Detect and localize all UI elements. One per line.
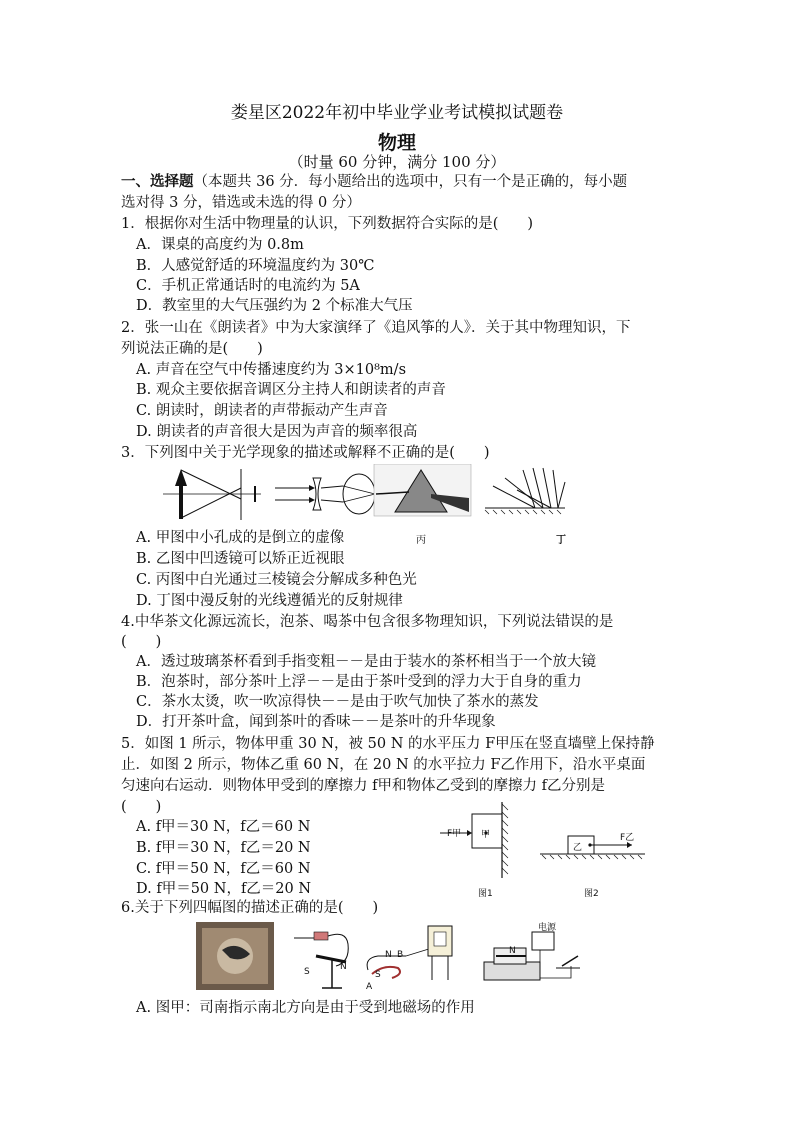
q5-option-c: C. f甲＝50 N，f乙＝60 N [136, 861, 311, 877]
q1-option-c: C．手机正常通话时的电流约为 5A [136, 278, 360, 294]
q6-option-a: A. 图甲：司南指示南北方向是由于受到地磁场的作用 [136, 1000, 475, 1016]
q5-option-d: D. f甲＝50 N，f乙＝20 N [136, 881, 312, 897]
section-heading: 一、选择题 [121, 173, 194, 190]
q3-option-b: B. 乙图中凹透镜可以矫正近视眼 [136, 551, 345, 567]
q6-label-n1: N [340, 962, 347, 972]
exam-title: 娄星区2022年初中毕业学业考试模拟试题卷 [230, 103, 564, 123]
time-score: （时量 60 分钟，满分 100 分） [288, 153, 506, 171]
figure-pinhole-icon [163, 469, 261, 520]
section-intro-line2: 选对得 3 分，错选或未选的得 0 分） [121, 195, 361, 211]
q3-fig-label-d: 丁 [556, 535, 566, 546]
q5-fig2-force-label: F乙 [620, 833, 635, 843]
q6-label-s1: S [304, 967, 310, 977]
figure-diffuse-reflection-icon [485, 468, 565, 514]
q5-option-a: A. f甲＝30 N，f乙＝60 N [136, 819, 311, 835]
q4-option-a: A．透过玻璃茶杯看到手指变粗－－是由于装水的茶杯相当于一个放大镜 [136, 654, 596, 670]
subject-title: 物理 [377, 132, 416, 154]
q5-fig2-block-label: 乙 [573, 843, 583, 853]
q5-force-figures [440, 802, 650, 882]
q1-option-a: A．课桌的高度约为 0.8m [136, 237, 304, 253]
q6-label-s2: S [375, 970, 381, 980]
q1-stem: 1．根据你对生活中物理量的认识，下列数据符合实际的是( ) [121, 216, 534, 232]
q5-stem-line1: 5．如图 1 所示，物体甲重 30 N，被 50 N 的水平压力 F甲压在竖直墙壁上保持静 [121, 736, 655, 752]
q1-option-b: B．人感觉舒适的环境温度约为 30℃ [136, 258, 375, 274]
q5-fig1-block-label: 甲 [481, 830, 491, 840]
figure-1-wall-block-icon [440, 802, 508, 878]
q6-stem: 6.关于下列四幅图的描述正确的是( ) [121, 900, 379, 916]
q5-fig1-caption: 图1 [478, 889, 493, 899]
q6-label-b: B [397, 950, 404, 960]
q1-option-d: D．教室里的大气压强约为 2 个标准大气压 [136, 298, 413, 314]
q4-stem-line2: ( ) [121, 634, 162, 650]
q4-stem-line1: 4.中华茶文化源远流长，泡茶、喝茶中包含很多物理知识，下列说法错误的是 [121, 614, 614, 630]
q5-option-b: B. f甲＝30 N，f乙＝20 N [136, 840, 311, 856]
q2-option-d: D. 朗读者的声音很大是因为声音的频率很高 [136, 424, 418, 440]
q2-option-c: C. 朗读时，朗读者的声带振动产生声音 [136, 403, 388, 419]
q6-label-power: 电源 [538, 923, 557, 933]
q3-fig-label-c: 丙 [416, 535, 426, 546]
q6-label-n2: N [385, 950, 392, 960]
q5-stem-line3: 匀速向右运动．则物体甲受到的摩擦力 f甲和物体乙受到的摩擦力 f乙分别是 [121, 778, 605, 794]
figure-concave-lens-icon [275, 474, 375, 514]
q6-label-a: A [366, 982, 373, 992]
q3-stem: 3．下列图中关于光学现象的描述或解释不正确的是( ) [121, 445, 490, 461]
q2-option-a: A. 声音在空气中传播速度约为 3×10⁸m/s [136, 362, 407, 378]
figure-suspended-magnet-icon [294, 932, 348, 988]
q2-stem-line2: 列说法正确的是( ) [121, 341, 263, 357]
q3-optics-figures [163, 464, 583, 526]
q5-stem-line2: 止．如图 2 所示，物体乙重 60 N，在 20 N 的水平拉力 F乙作用下，沿水平桌面 [121, 757, 646, 773]
figure-prism-icon [374, 464, 471, 516]
q3-option-c: C. 丙图中白光通过三棱镜会分解成多种色光 [136, 572, 417, 588]
section-intro-line1: 一、选择题（本题共 36 分．每小题给出的选项中，只有一个是正确的，每小题 [121, 173, 628, 190]
q6-label-n3: N [509, 946, 516, 956]
q2-stem-line1: 2．张一山在《朗读者》中为大家演绎了《追风筝的人》．关于其中物理知识，下 [121, 320, 631, 336]
q5-fig1-force-label: F甲 [447, 829, 462, 839]
q3-option-d: D. 丁图中漫反射的光线遵循光的反射规律 [136, 593, 403, 609]
q3-option-a: A. 甲图中小孔成的是倒立的虚像 [136, 530, 345, 546]
q4-option-b: B．泡茶时，部分茶叶上浮－－是由于茶叶受到的浮力大于自身的重力 [136, 674, 582, 690]
q5-fig2-caption: 图2 [584, 889, 599, 899]
q4-option-c: C．茶水太烫，吹一吹凉得快－－是由于吹气加快了茶水的蒸发 [136, 694, 539, 710]
q4-option-d: D．打开茶叶盒，闻到茶叶的香味－－是茶叶的升华现象 [136, 714, 496, 730]
q5-stem-line4: ( ) [121, 799, 162, 815]
figure-sinan-compass-icon [196, 922, 274, 990]
q2-option-b: B. 观众主要依据音调区分主持人和朗读者的声音 [136, 382, 446, 398]
figure-motor-apparatus-icon [484, 932, 580, 980]
